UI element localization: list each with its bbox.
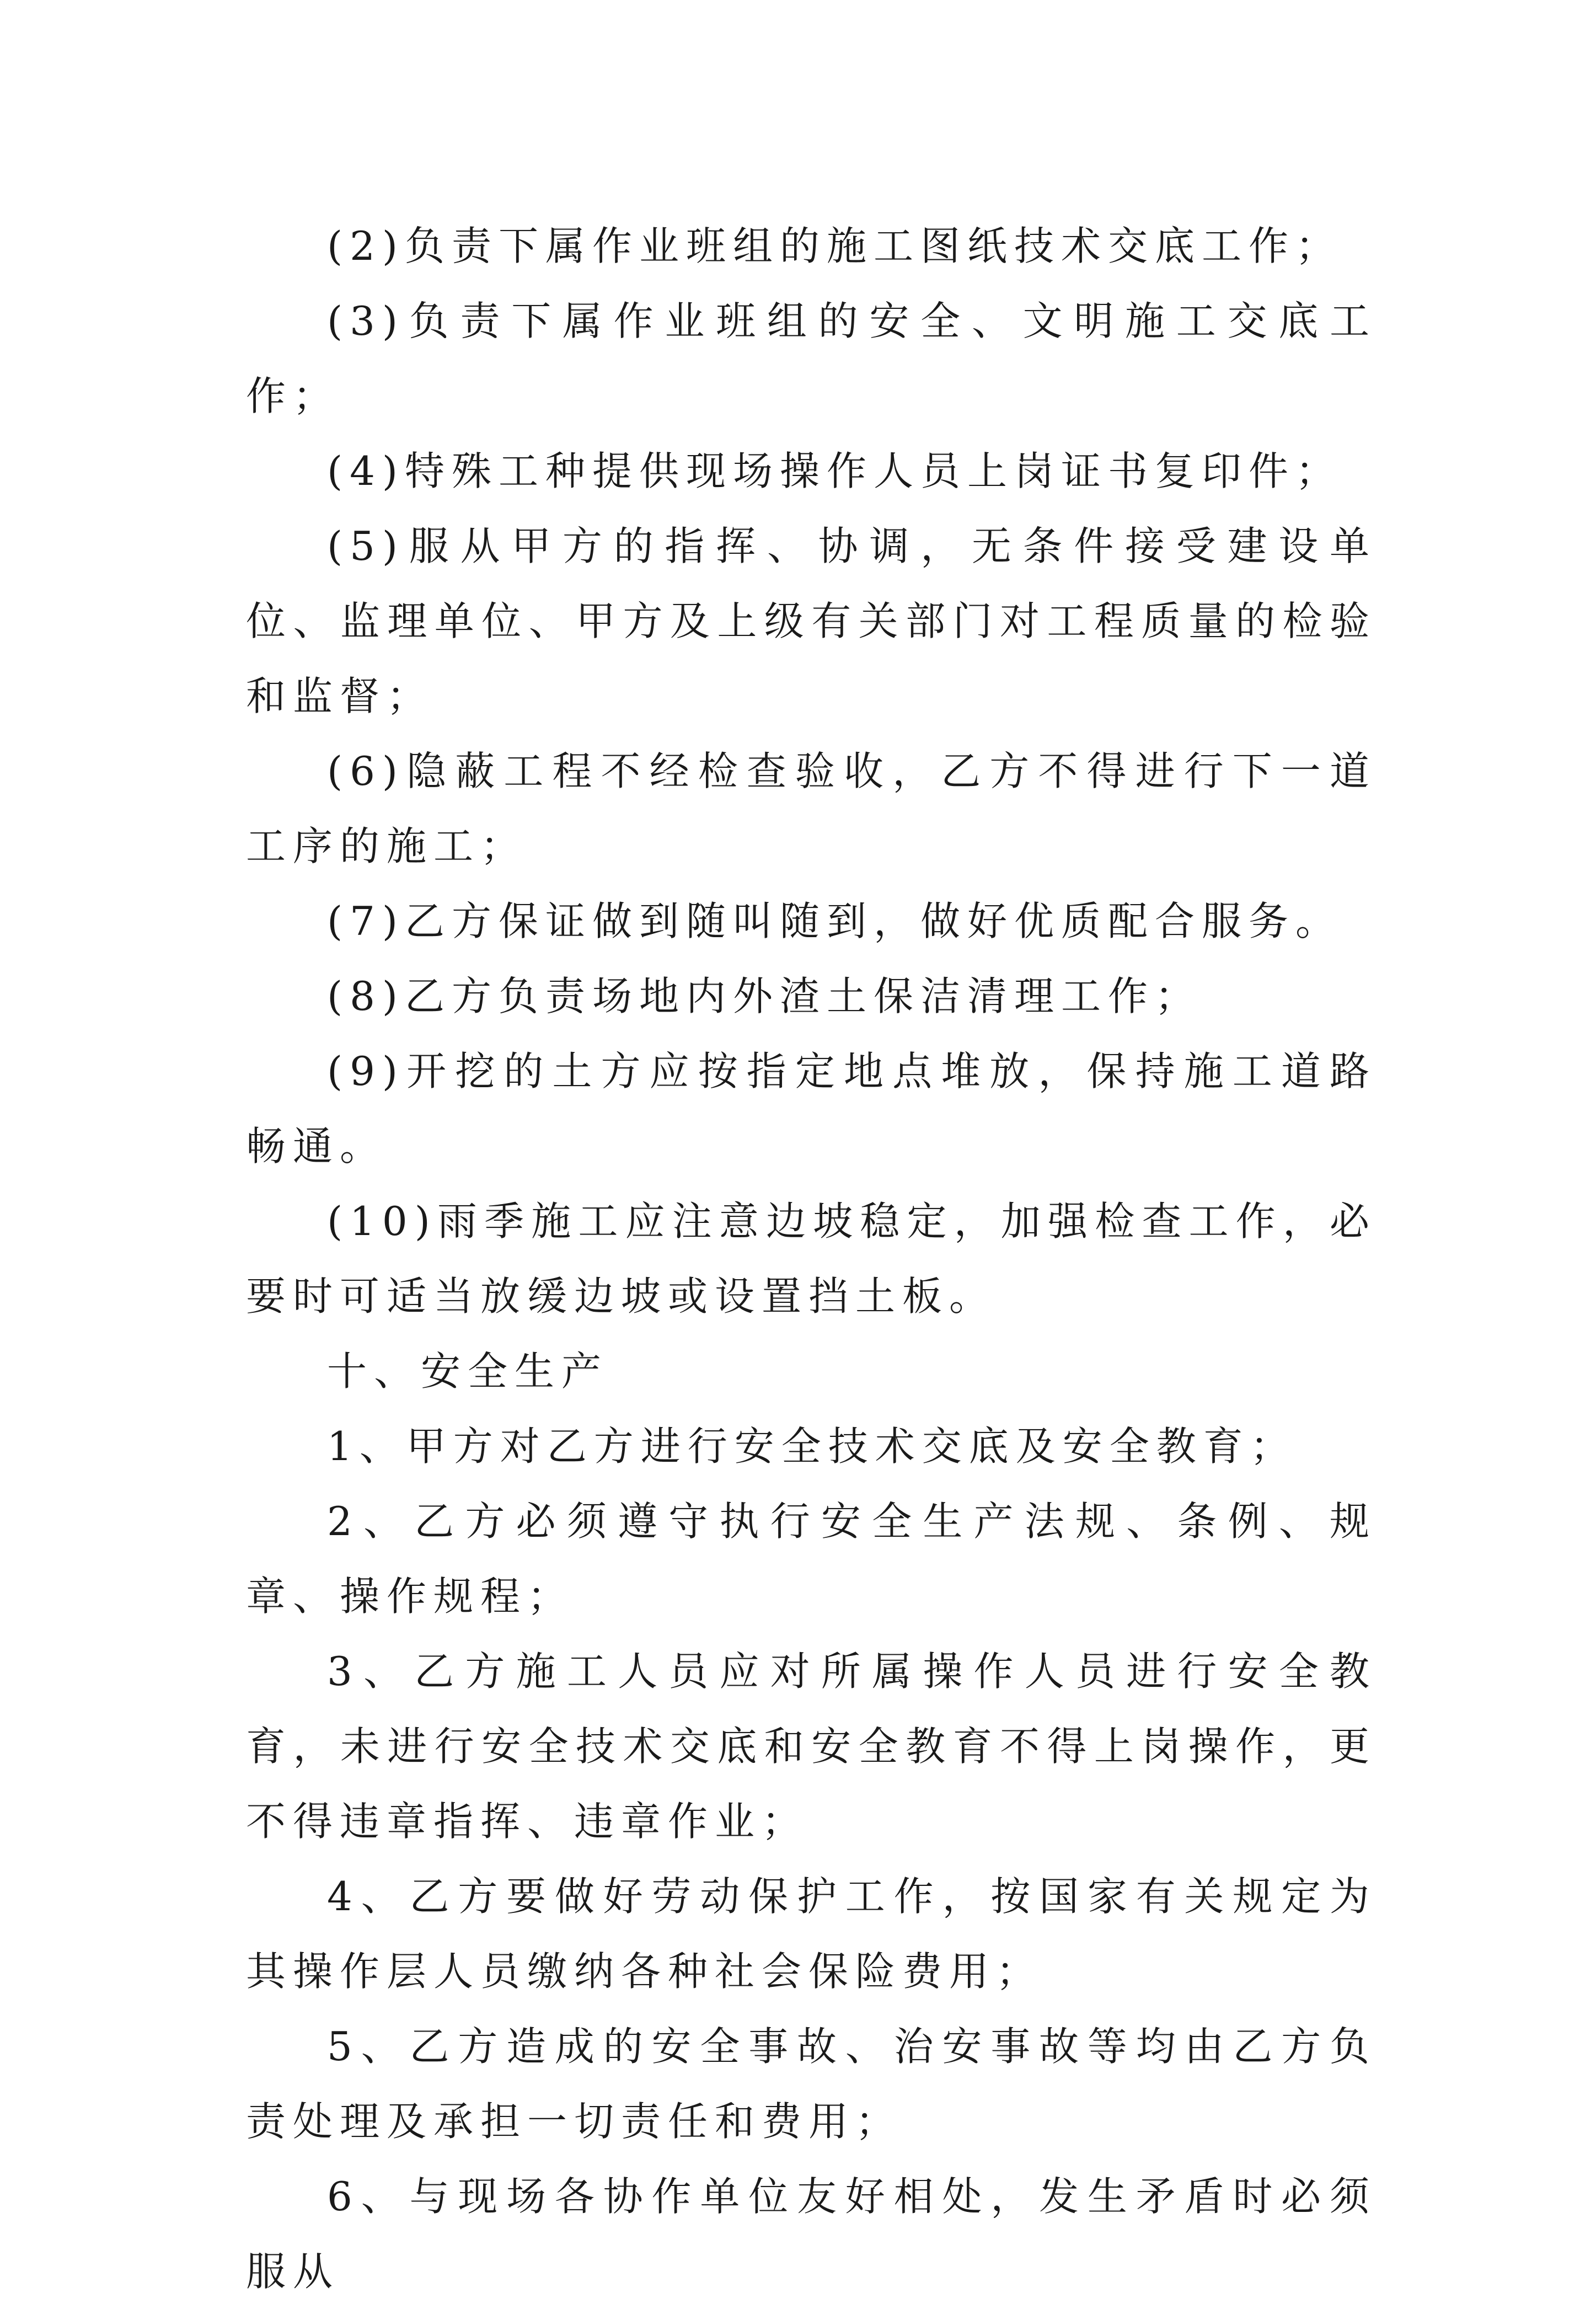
clause-7: (7)乙方保证做到随叫随到，做好优质配合服务。 bbox=[327, 898, 1342, 944]
safety-item-3: 3、乙方施工人员应对所属操作人员进行安全教育，未进行安全技术交底和安全教育不得上岗操作，更不得违章指挥、违章作业； bbox=[246, 1648, 1377, 1845]
clause-2: (2)负责下属作业班组的施工图纸技术交底工作； bbox=[327, 223, 1342, 269]
clause-8: (8)乙方负责场地内外渣土保洁清理工作； bbox=[327, 973, 1202, 1019]
safety-item-5: 5、乙方造成的安全事故、治安事故等均由乙方负责处理及承担一切责任和费用； bbox=[246, 2023, 1377, 2145]
clause-3: (3)负责下属作业班组的安全、文明施工交底工作； bbox=[246, 298, 1377, 419]
safety-item-2: 2、乙方必须遵守执行安全生产法规、条例、规章、操作规程； bbox=[246, 1498, 1377, 1619]
clause-5: (5)服从甲方的指挥、协调，无条件接受建设单位、监理单位、甲方及上级有关部门对工程质量的检验和监督； bbox=[246, 523, 1377, 719]
safety-item-6: 6、与现场各协作单位友好相处，发生矛盾时必须服从 bbox=[246, 2173, 1377, 2295]
clause-6: (6)隐蔽工程不经检查验收，乙方不得进行下一道工序的施工； bbox=[246, 748, 1377, 869]
safety-item-4: 4、乙方要做好劳动保护工作，按国家有关规定为其操作层人员缴纳各种社会保险费用； bbox=[246, 1873, 1377, 1995]
clause-4: (4)特殊工种提供现场操作人员上岗证书复印件； bbox=[327, 448, 1342, 494]
clause-9: (9)开挖的土方应按指定地点堆放，保持施工道路畅通。 bbox=[246, 1048, 1377, 1169]
clause-10: (10)雨季施工应注意边坡稳定，加强检查工作，必要时可适当放缓边坡或设置挡土板。 bbox=[246, 1198, 1377, 1319]
document-body bbox=[246, 209, 1377, 2309]
section-heading: 十、安全生产 bbox=[327, 1348, 609, 1394]
safety-item-1: 1、甲方对乙方进行安全技术交底及安全教育； bbox=[327, 1423, 1297, 1469]
